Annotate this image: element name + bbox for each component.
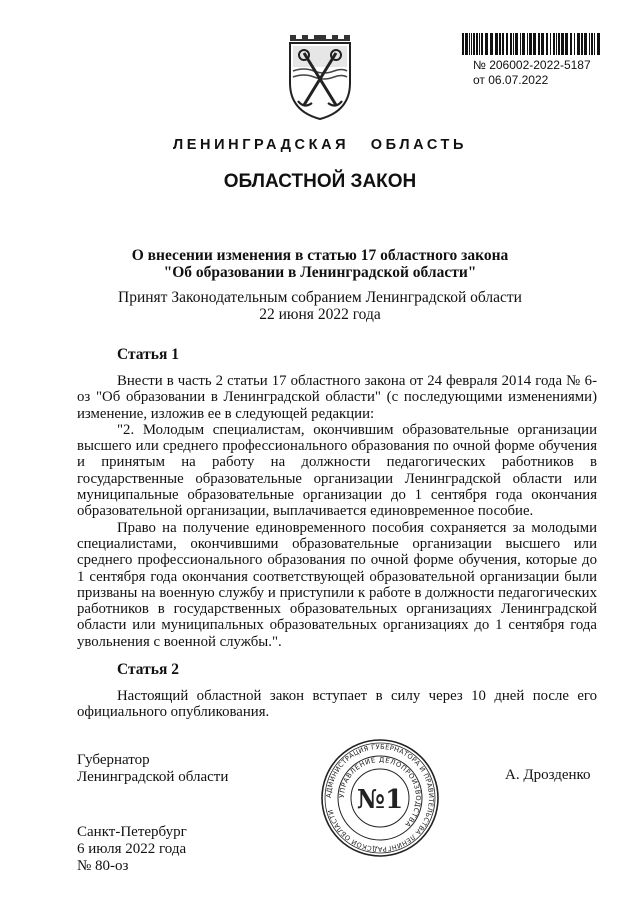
article-1-paragraph-2: "2. Молодым специалистам, окончившим образовательные организации высшего или среднего профессионального образования по очной форме обучения и принятым на работу на должности педагогических работников в государственные образовательные организации Ленинградской области или муниципальные образовательные организации до 1 сентября года окончания образовательной организации, выплачивается единовременное пособие. bbox=[77, 421, 597, 520]
law-title-line-2: "Об образовании в Ленинградской области" bbox=[163, 264, 477, 281]
svg-text:№1: №1 bbox=[356, 785, 404, 815]
registration-date: от 06.07.2022 bbox=[473, 73, 549, 87]
article-2-paragraph-1: Настоящий областной закон вступает в силу через 10 дней после его официального опубликования. bbox=[77, 688, 597, 721]
official-seal bbox=[318, 736, 442, 860]
registration-number: № 206002-2022-5187 bbox=[473, 58, 591, 72]
article-1-paragraph-1: Внести в часть 2 статьи 17 областного закона от 24 февраля 2014 года № 6-оз "Об образовании в Ленинградской области" (с последующими изменениями) изменение, изложив ее в следующей редакции: bbox=[77, 373, 597, 422]
coat-of-arms-emblem bbox=[284, 31, 356, 121]
barcode bbox=[462, 33, 600, 55]
article-2-heading: Статья 2 bbox=[117, 661, 179, 678]
region-heading: ЛЕНИНГРАДСКАЯ ОБЛАСТЬ bbox=[172, 137, 468, 153]
article-1-paragraph-3: Право на получение единовременного пособия сохраняется за молодыми специалистами, окончившими образовательные организации высшего или среднего профессионального образования по очной форме обучения, которые до 1 сентября года окончания соответствующей образовательной организации были призваны на военную службу и приступили к работе в должности педагогических работников в государственных образовательных организациях Ленинградской области или муниципальных образовательных организациях до 1 сентября года увольнения с военной службы.". bbox=[77, 519, 597, 650]
article-1-heading: Статья 1 bbox=[117, 346, 179, 363]
document-type-heading: ОБЛАСТНОЙ ЗАКОН bbox=[223, 171, 417, 192]
signatory-position-1: Губернатор bbox=[77, 752, 150, 768]
svg-text:АДМИНИСТРАЦИЯ ГУБЕРНАТОРА И ПР: АДМИНИСТРАЦИЯ ГУБЕРНАТОРА И ПРАВИТЕЛЬСТВА ЛЕНИНГРАДСКОЙ ОБЛАСТИ bbox=[324, 742, 436, 854]
law-title-line-1: О внесении изменения в статью 17 областного закона bbox=[131, 247, 509, 264]
article-2-body bbox=[77, 688, 597, 721]
svg-text:УПРАВЛЕНИЕ ДЕЛОПРОИЗВОДСТВА: УПРАВЛЕНИЕ ДЕЛОПРОИЗВОДСТВА bbox=[337, 755, 423, 829]
signatory-name: А. Дрозденко bbox=[505, 767, 591, 783]
adoption-date: 22 июня 2022 года bbox=[259, 306, 381, 323]
footer-city: Санкт-Петербург bbox=[77, 824, 187, 840]
article-1-body bbox=[77, 373, 597, 650]
adoption-line-1: Принят Законодательным собранием Ленинградской области bbox=[118, 289, 522, 306]
footer-law-number: № 80-оз bbox=[77, 858, 129, 874]
footer-date: 6 июля 2022 года bbox=[77, 841, 187, 857]
signatory-position-2: Ленинградской области bbox=[77, 769, 229, 785]
